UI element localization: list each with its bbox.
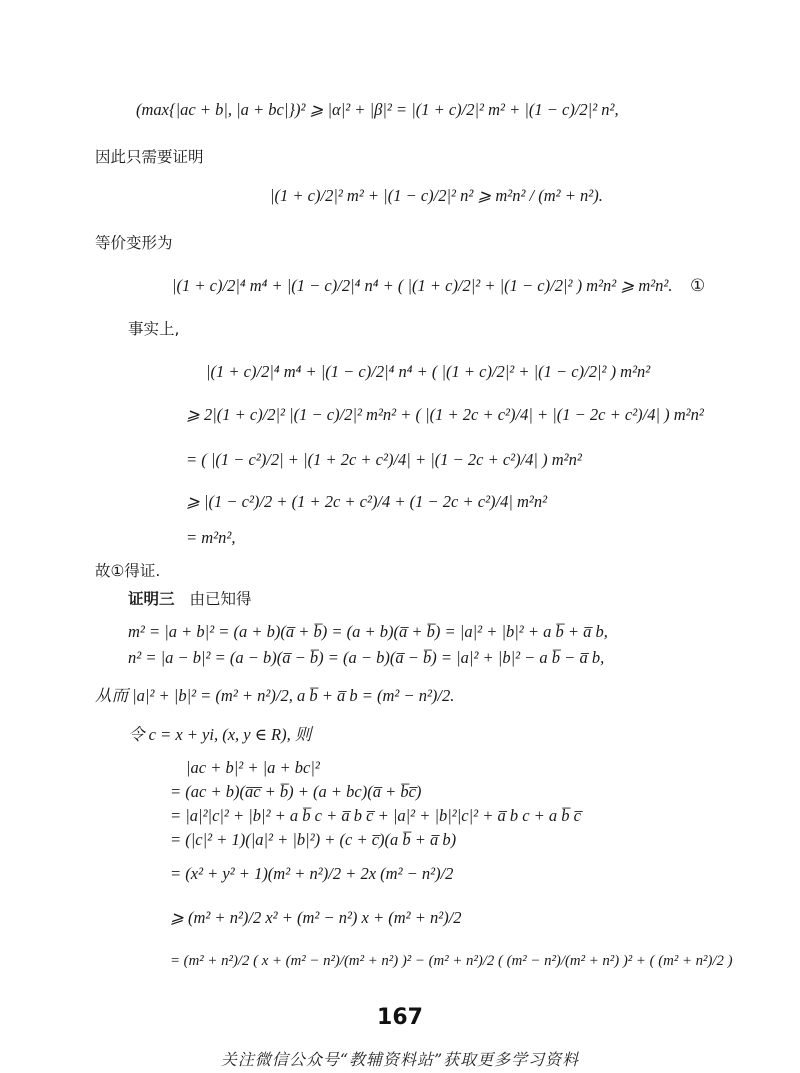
text-line-6: 事实上, bbox=[128, 320, 180, 338]
equation-line-15: n² = |a − b|² = (a − b)(a̅ − b̅) = (a − b)(a̅ − b̅) = |a|² + |b|² − a b̅ − a̅ b, bbox=[128, 648, 605, 667]
footer-note: 关注微信公众号“教辅资料站”获取更多学习资料 bbox=[220, 1050, 580, 1069]
equation-line-7: |(1 + c)/2|⁴ m⁴ + |(1 − c)/2|⁴ n⁴ + ( |(1 + c)/2|² + |(1 − c)/2|² ) m²n² bbox=[206, 362, 651, 381]
text-line-13 bbox=[128, 590, 251, 609]
equation-line-23: ⩾ (m² + n²)/2 x² + (m² − n²) x + (m² + n²)/2 bbox=[170, 908, 462, 927]
equation-line-3: |(1 + c)/2|² m² + |(1 − c)/2|² n² ⩾ m²n² / (m² + n²). bbox=[270, 186, 603, 205]
equation-line-21: = (|c|² + 1)(|a|² + |b|²) + (c + c̅)(a b̅ + a̅ b) bbox=[170, 830, 457, 849]
equation-line-10: ⩾ |(1 − c²)/2 + (1 + 2c + c²)/4 + (1 − 2c + c²)/4| m²n² bbox=[186, 492, 548, 511]
equation-line-11: = m²n², bbox=[186, 528, 236, 547]
proof-label: 证明三 bbox=[128, 590, 175, 608]
equation-line-16: 从而 |a|² + |b|² = (m² + n²)/2, a b̅ + a̅ b = (m² − n²)/2. bbox=[95, 686, 455, 705]
proof-text: 由已知得 bbox=[189, 590, 252, 608]
equation-line-14: m² = |a + b|² = (a + b)(a̅ + b̅) = (a + b)(a̅ + b̅) = |a|² + |b|² + a b̅ + a̅ b, bbox=[128, 622, 608, 641]
text-line-12: 故①得证. bbox=[95, 562, 161, 580]
equation-line-9: = ( |(1 − c²)/2| + |(1 + 2c + c²)/4| + |(1 − 2c + c²)/4| ) m²n² bbox=[186, 450, 582, 469]
equation-line-17: 令 c = x + yi, (x, y ∈ R), 则 bbox=[128, 725, 312, 744]
equation-line-20: = |a|²|c|² + |b|² + a b̅ c + a̅ b c̅ + |a|² + |b|²|c|² + a̅ b c + a b̅ c̅ bbox=[170, 806, 582, 825]
equation-line-1: (max{|ac + b|, |a + bc|})² ⩾ |α|² + |β|² = |(1 + c)/2|² m² + |(1 − c)/2|² n², bbox=[136, 100, 619, 119]
equation-line-22: = (x² + y² + 1)(m² + n²)/2 + 2x (m² − n²)/2 bbox=[170, 864, 454, 883]
equation-line-5: |(1 + c)/2|⁴ m⁴ + |(1 − c)/2|⁴ n⁴ + ( |(1 + c)/2|² + |(1 − c)/2|² ) m²n² ⩾ m²n². bbox=[172, 276, 673, 295]
equation-line-8: ⩾ 2|(1 + c)/2|² |(1 − c)/2|² m²n² + ( |(1 + 2c + c²)/4| + |(1 − 2c + c²)/4| ) m²n² bbox=[186, 405, 704, 424]
text-line-4: 等价变形为 bbox=[95, 234, 173, 252]
equation-line-24: = (m² + n²)/2 ( x + (m² − n²)/(m² + n²) )² − (m² + n²)/2 ( (m² − n²)/(m² + n²) )² + ( (m² + n²)/2 ) bbox=[170, 953, 733, 969]
text-line-2: 因此只需要证明 bbox=[95, 148, 204, 166]
equation-line-18: |ac + b|² + |a + bc|² bbox=[186, 758, 320, 777]
page-number: 167 bbox=[377, 1005, 423, 1030]
equation-line-19: = (ac + b)(a̅c̅ + b̅) + (a + bc)(a̅ + b̅c̅) bbox=[170, 782, 422, 801]
equation-tag: ① bbox=[690, 276, 706, 295]
